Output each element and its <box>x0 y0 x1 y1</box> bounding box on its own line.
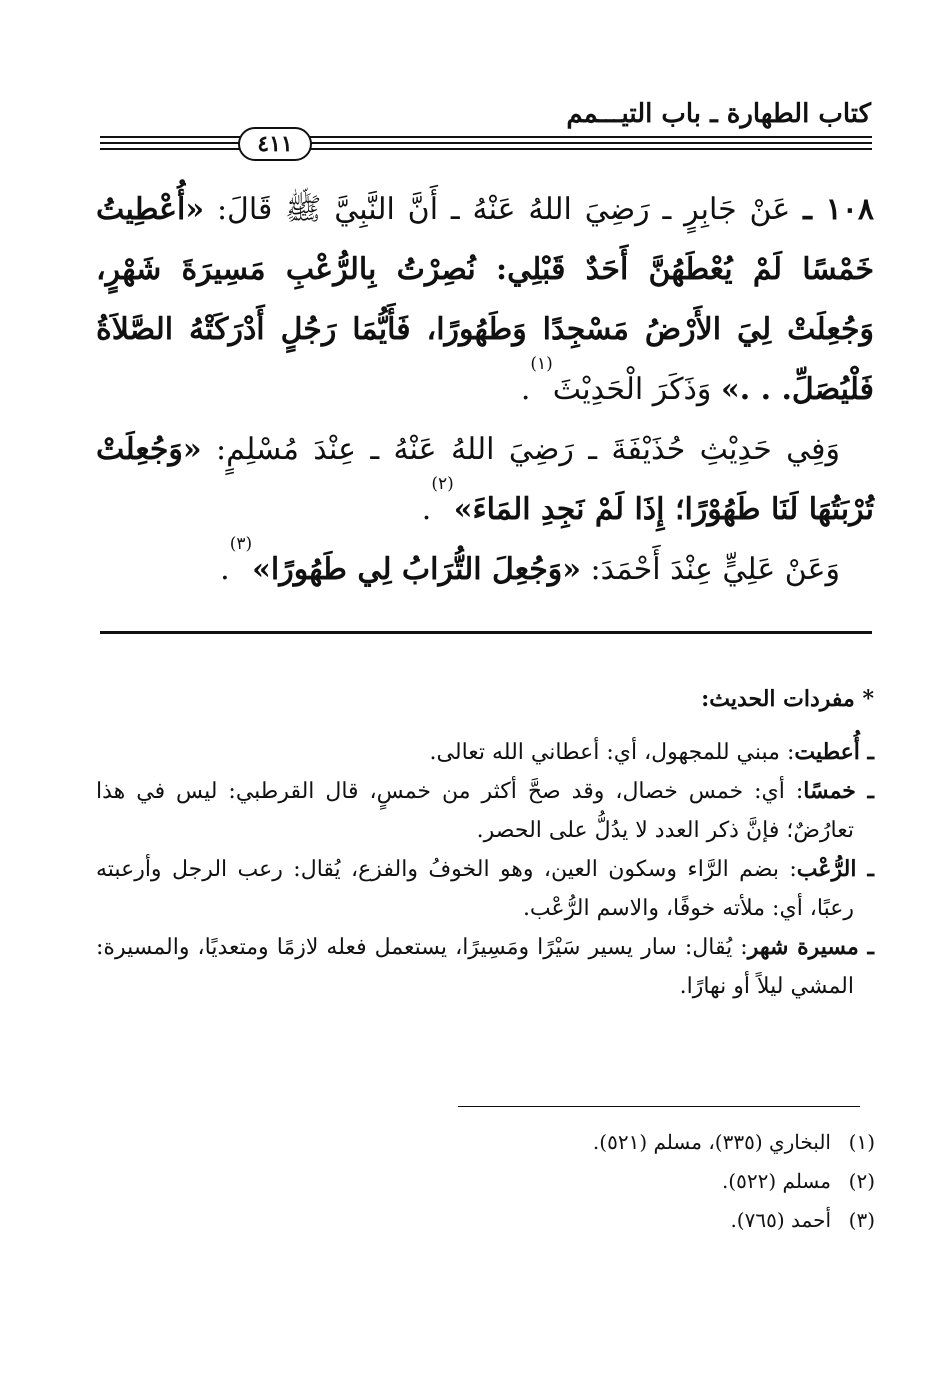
hadith-paragraph-ali <box>96 534 874 600</box>
vocab-entry <box>96 733 874 772</box>
hadith-number: ١٠٨ ـ <box>803 192 875 227</box>
footnote-item <box>455 1162 875 1201</box>
hadith-intro-hudhayfa: وَفِي حَدِيْثِ حُذَيْفَةَ ـ رَضِيَ اللهُ عَنْهُ ـ عِنْدَ مُسْلِمٍ: <box>201 432 840 467</box>
footnote-number: (٣) <box>848 1208 875 1232</box>
header-rule-bottom <box>100 148 872 150</box>
vocab-definition: : أي: خمس خصال، وقد صحَّ أكثر من خمسٍ، قال القرطبي: ليس في هذا تعارُضٌ؛ فإنَّ ذكر العدد لا يدُلُّ على الحصر. <box>96 779 854 843</box>
hadith-intro-jabir: عَنْ جَابِرٍ ـ رَضِيَ اللهُ عَنْهُ ـ أَنَّ النَّبِيَّ ﷺ قَالَ: <box>204 192 791 227</box>
vocabulary-heading: * مفردات الحديث: <box>701 686 874 712</box>
page-number-badge <box>238 127 312 161</box>
hadith-paragraph-hudhayfa <box>96 420 874 540</box>
vocab-entry <box>96 772 874 850</box>
footnote-number: (١) <box>848 1130 875 1154</box>
header-rule-top <box>100 136 872 138</box>
vocab-term: ـ الرُّعْب <box>796 856 874 882</box>
hadith-tail-jabir: وَذَكَرَ الْحَدِيْثَ <box>552 372 712 407</box>
footnote-text: البخاري (٣٣٥)، مسلم (٥٢١). <box>592 1130 831 1154</box>
page-number: ٤١١ <box>257 131 293 157</box>
hadith-end-hudhayfa: . <box>421 492 432 527</box>
hadith-paragraph-jabir <box>96 180 874 420</box>
vocab-definition: : مبني للمجهول، أي: أعطاني الله تعالى. <box>429 740 795 765</box>
vocabulary-section <box>96 680 874 1006</box>
running-title: كتاب الطهارة ـ باب التيـــمم <box>566 99 871 129</box>
vocab-definition: : بضم الرَّاء وسكون العين، وهو الخوفُ والفزع، يُقال: رعب الرجل وأرعبته رعبًا، أي: ملأته خوفًا، والاسم الرُّعْب. <box>96 857 854 921</box>
footnote-separator <box>458 1106 860 1107</box>
vocab-term: ـ أُعطيت <box>794 739 874 765</box>
footnote-ref-1[interactable]: (١) <box>530 354 553 374</box>
footnote-item <box>455 1123 875 1162</box>
footnote-text: أحمد (٧٦٥). <box>730 1208 831 1232</box>
hadith-text <box>96 180 874 600</box>
vocab-term: ـ مسيرة شهر <box>747 934 874 960</box>
hadith-quote-ali: «وَجُعِلَ التُّرَابُ لِي طَهُورًا» <box>252 552 582 587</box>
hadith-quote-hudhayfa: «وَجُعِلَتْ تُرْبَتُهَا لَنَا طَهُوْرًا؛ إِذَا لَمْ نَجِدِ المَاءَ» <box>96 432 874 527</box>
footnote-item <box>455 1201 875 1240</box>
vocab-entry <box>96 928 874 1006</box>
footnote-ref-3[interactable]: (٣) <box>229 534 253 554</box>
footnote-number: (٢) <box>848 1169 875 1193</box>
section-divider <box>100 631 872 634</box>
footnotes <box>455 1123 875 1240</box>
header-rule-middle <box>100 142 872 144</box>
vocab-term: ـ خمسًا <box>803 778 874 804</box>
hadith-end-ali: . <box>220 552 230 587</box>
hadith-quote-jabir: «أُعْطِيتُ خَمْسًا لَمْ يُعْطَهُنَّ أَحَدٌ قَبْلِي: نُصِرْتُ بِالرُّعْبِ مَسِيرَةَ شَهْرٍ، وَجُعِلَتْ لِيَ الأَرْضُ مَسْجِدًا وَطَهُورًا، فَأَيُّمَا رَجُلٍ أَدْرَكَتْهُ الصَّلاَةُ فَلْيُصَلِّ. . .» <box>96 192 874 407</box>
footnote-text: مسلم (٥٢٢). <box>721 1169 831 1193</box>
vocab-entry <box>96 850 874 928</box>
vocab-definition: : يُقال: سار يسير سَيْرًا ومَسِيرًا، يستعمل فعله لازمًا ومتعديًا، والمسيرة: المشي ليلاً أو نهارًا. <box>96 935 854 999</box>
footnote-ref-2[interactable]: (٢) <box>431 474 454 494</box>
hadith-intro-ali: وَعَنْ عَلِيٍّ عِنْدَ أَحْمَدَ: <box>581 552 840 587</box>
hadith-end-jabir: . <box>520 372 531 407</box>
